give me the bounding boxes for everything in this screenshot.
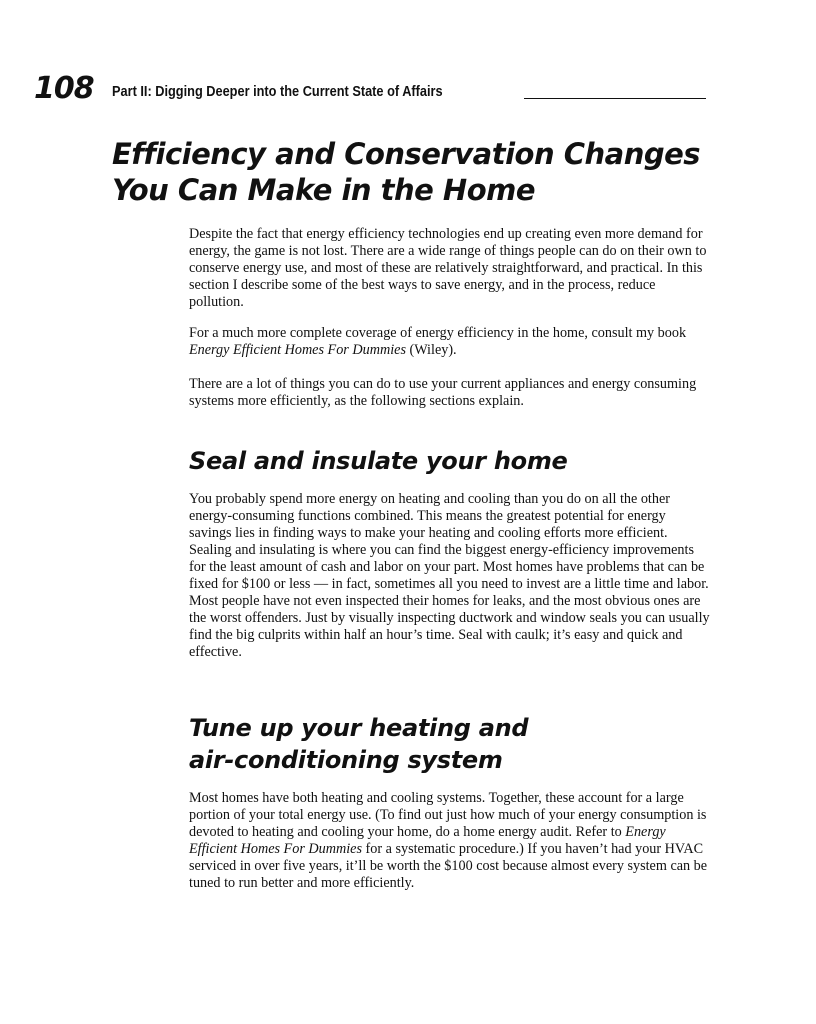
page-header: [34, 72, 706, 106]
section-heading-tune: [189, 712, 709, 776]
chapter-heading-line-1: Efficiency and Conservation Changes: [112, 137, 701, 171]
intro-paragraph-2-text: For a much more complete coverage of energy efficiency in the home, consult my book: [189, 325, 687, 341]
intro-paragraph-1: Despite the fact that energy efficiency technologies end up creating even more demand for energy, the game is not lost. There are a wide range of things people can do on their own to conserve energy use, and most of these are relatively straightforward, and practical. In this section I describe some of the best ways to save energy, and in the process, reduce pollution.: [189, 226, 707, 310]
intro-paragraph-3: There are a lot of things you can do to use your current appliances and energy consuming systems more efficiently, as the following sections explain.: [189, 376, 697, 409]
intro-paragraph-2: [189, 325, 711, 359]
book-title: Energy Efficient Homes For Dummies: [189, 824, 666, 857]
seal-paragraph: You probably spend more energy on heating and cooling than you do on all the other energy-consuming functions combined. This means the greatest potential for energy savings lies in finding ways to make your heating and cooling efforts more efficient. Sealing and insulating is where you can find the biggest energy-efficiency improvements for the least amount of cash and labor on your part. Most homes have problems that can be fixed for $100 or less — in fact, sometimes all you need to invest are a little time and labor. Most people have not even inspected their homes for leaks, and the most obvious ones are the worst offenders. Just by visually inspecting ductwork and window seals you can usually find the big culprits within half an hour’s time. Seal with caulk; it’s easy and quick and effective.: [189, 491, 710, 660]
header-rule: [524, 98, 706, 99]
chapter-heading-line-2: You Can Make in the Home: [112, 173, 535, 207]
page-number: 108: [34, 71, 94, 106]
tune-paragraph-tail: for a systematic procedure.) If you haven’t had your HVAC serviced in over five years, it’ll be worth the $100 cost because almost every system can be tuned to run better and more efficiently.: [189, 841, 708, 891]
tune-paragraph: [189, 790, 711, 892]
book-title: Energy Efficient Homes For Dummies: [189, 342, 406, 358]
section-heading-seal: Seal and insulate your home: [189, 447, 568, 475]
section-heading-tune-line-1: Tune up your heating and: [189, 714, 529, 742]
tune-paragraph-text: Most homes have both heating and cooling systems. Together, these account for a large portion of your total energy use. (To find out just how much of your energy consumption is devoted to heating and cooling your home, do a home energy audit. Refer to: [189, 790, 707, 840]
section-heading-tune-line-2: air-conditioning system: [189, 746, 503, 774]
intro-paragraph-2-tail: (Wiley).: [405, 342, 457, 358]
running-head: Part II: Digging Deeper into the Current State of Affairs: [112, 84, 443, 100]
chapter-heading: [112, 136, 712, 208]
